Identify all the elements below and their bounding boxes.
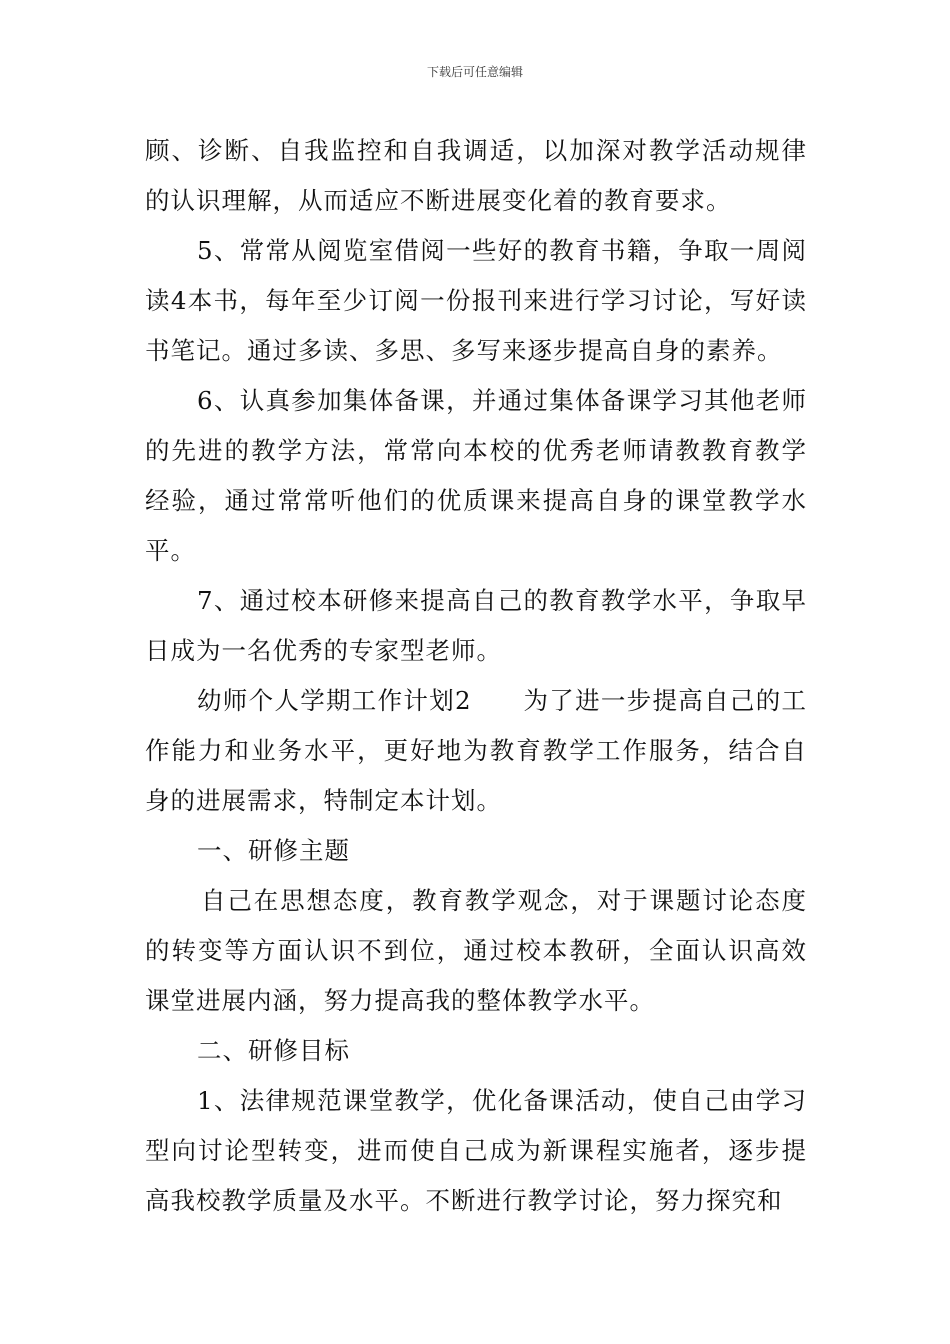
page-header-note: 下载后可任意编辑 — [426, 65, 523, 79]
paragraph-research-theme: 自己在思想态度，教育教学观念，对于课题讨论态度的转变等方面认识不到位，通过校本教研，全面认识高效课堂进展内涵，努力提高我的整体教学水平。 — [145, 886, 807, 1015]
paragraph-item-5: 5、常常从阅览室借阅一些好的教育书籍，争取一周阅读4本书，每年至少订阅一份报刊来进行学习讨论，写好读书笔记。通过多读、多思、多写来逐步提高自身的素养。 — [145, 236, 807, 365]
document-body — [145, 126, 807, 1226]
section-heading-research-theme: 一、研修主题 — [197, 836, 350, 865]
paragraph-item-7: 7、通过校本研修来提高自己的教育教学水平，争取早日成为一名优秀的专家型老师。 — [145, 586, 807, 665]
paragraph-goal-1: 1、法律规范课堂教学，优化备课活动，使自己由学习型向讨论型转变，进而使自己成为新课程实施者，逐步提高我校教学质量及水平。不断进行教学讨论，努力探究和 — [145, 1086, 807, 1215]
paragraph-continuation: 顾、诊断、自我监控和自我调适，以加深对教学活动规律的认识理解，从而适应不断进展变化着的教育要求。 — [145, 136, 807, 215]
section-heading-research-goals: 二、研修目标 — [197, 1036, 350, 1065]
paragraph-item-6: 6、认真参加集体备课，并通过集体备课学习其他老师的先进的教学方法，常常向本校的优秀老师请教教育教学经验，通过常常听他们的优质课来提高自身的课堂教学水平。 — [145, 386, 807, 565]
paragraph-plan-2-intro: 幼师个人学期工作计划2 为了进一步提高自己的工作能力和业务水平，更好地为教育教学工作服务，结合自身的进展需求，特制定本计划。 — [145, 686, 807, 815]
